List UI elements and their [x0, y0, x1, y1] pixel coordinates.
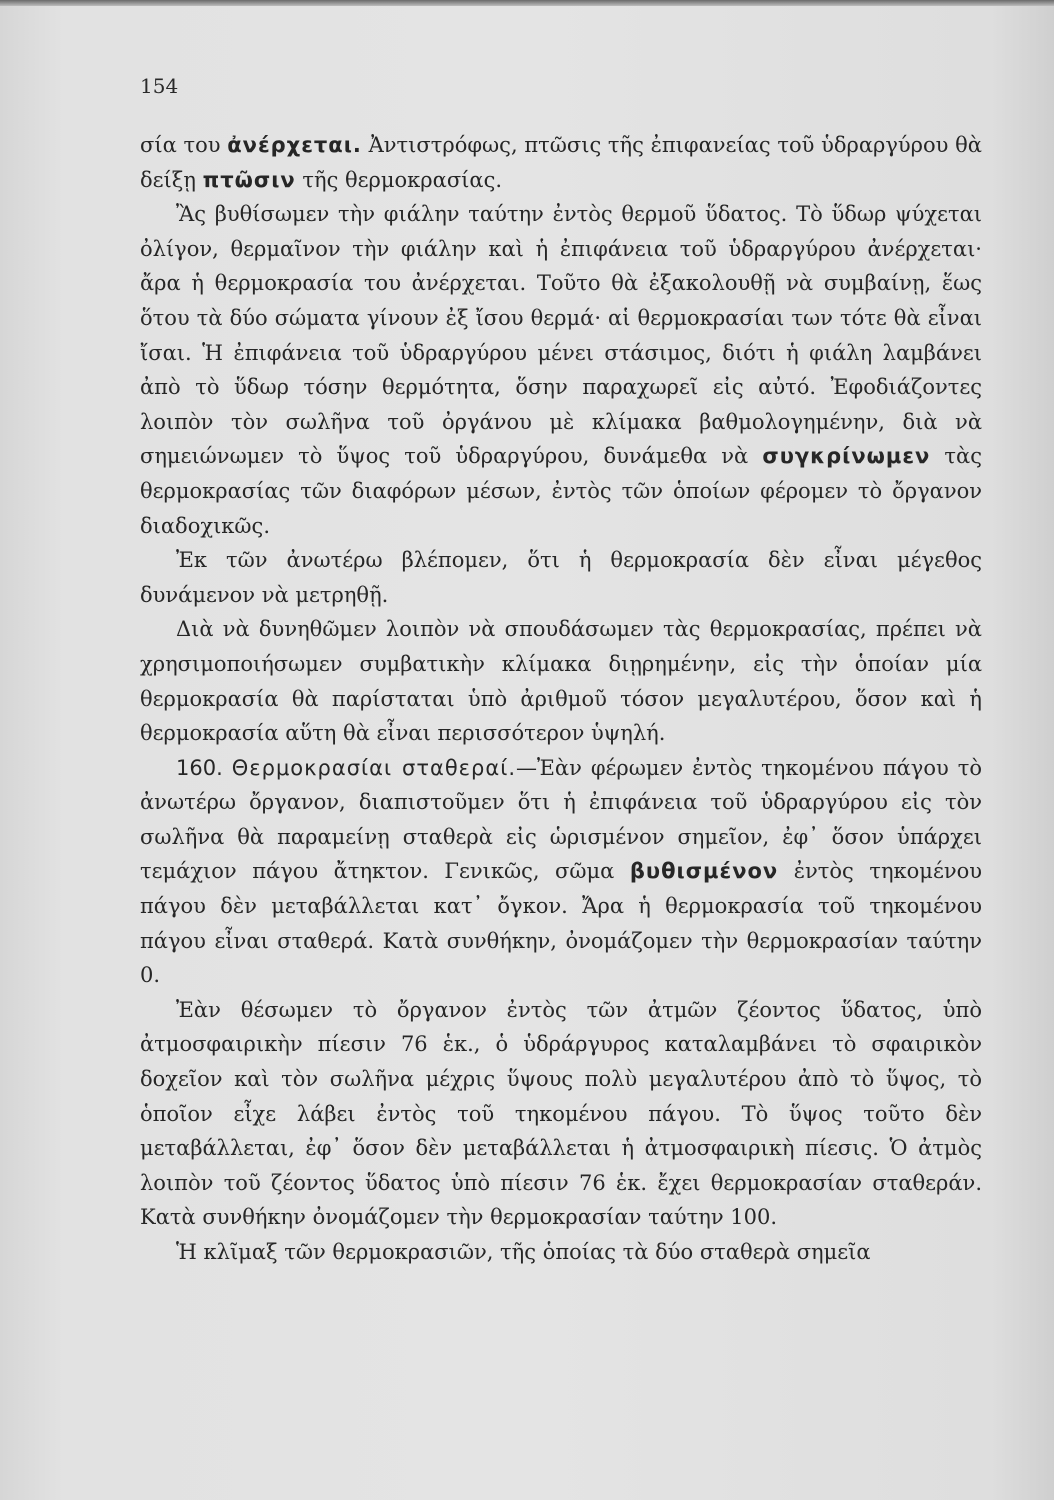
page-top-edge — [0, 0, 1054, 6]
text-segment: Ἡ κλῖμαξ τῶν θερμοκρασιῶν, τῆς ὁποίας τὰ δύο σταθερὰ σημεῖα — [176, 1240, 871, 1264]
text-segment: Ἀντιστρόφως, πτῶσις τῆς ἐπιφανείας τοῦ ὑδραργύρου θὰ δείξῃ — [140, 133, 982, 192]
section-title: Θερμοκρασίαι σταθεραί. — [231, 755, 516, 780]
text-segment: Ἂς βυθίσωμεν τὴν φιάλην ταύτην ἐντὸς θερμοῦ ὕδατος. Τὸ ὕδωρ ψύχεται ὀλίγον, θερμαῖνον τὴν φιάλην καὶ ἡ ἐπιφάνεια τοῦ ὑδραργύρου ἀνέρχεται· ἄρα ἡ θερμοκρασία του ἀνέρχεται. Τοῦτο θὰ ἐξακολουθῇ νὰ συμβαίνῃ, ἕως ὅτου τὰ δύο σώματα γίνουν ἐξ ἴσου θερμά· αἱ θερμοκρασίαι των τότε θὰ εἶναι ἴσαι. Ἡ ἐπιφάνεια τοῦ ὑδραργύρου μένει στάσιμος, διότι ἡ φιάλη λαμβάνει ἀπὸ τὸ ὕδωρ τόσην θερμότητα, ὅσην παραχωρεῖ εἰς αὐτό. Ἐφοδιάζοντες λοιπὸν τὸν σωλῆνα τοῦ ὀργάνου μὲ κλίμακα βαθμολογημένην, διὰ νὰ σημειώνωμεν τὸ ὕψος τοῦ ὑδραργύρου, δυνάμεθα νὰ — [140, 202, 982, 469]
emphasized-term: βυθισμένον — [629, 859, 779, 884]
emphasized-term: ἀνέρχεται. — [227, 133, 362, 157]
section-number: 160. — [176, 755, 232, 780]
text-segment: ἐντὸς τηκομένου πάγου δὲν μεταβάλλεται κατ᾽ ὄγκον. Ἄρα ἡ θερμοκρασία τοῦ τηκομένου πάγου εἶναι σταθερά. Κατὰ συνθήκην, ὀνομάζομεν τὴν θερμοκρασίαν ταύτην 0. — [140, 859, 982, 988]
paragraph-p3 — [140, 543, 982, 612]
text-segment: Ἐὰν θέσωμεν τὸ ὄργανον ἐντὸς τῶν ἀτμῶν ζέοντος ὕδατος, ὑπὸ ἀτμοσφαιρικὴν πίεσιν 76 ἑκ., ὁ ὑδράργυρος καταλαμβάνει τὸ σφαιρικὸν δοχεῖον καὶ τὸν σωλῆνα μέχρις ὕψους πολὺ μεγαλυτέρου ἀπὸ τὸ ὕψος, τὸ ὁποῖον εἶχε λάβει ἐντὸς τοῦ τηκομένου πάγου. Τὸ ὕψος τοῦτο δὲν μεταβάλλεται, ἐφ᾽ ὅσον δὲν μεταβάλλεται ἡ ἀτμοσφαιρικὴ πίεσις. Ὁ ἀτμὸς λοιπὸν τοῦ ζέοντος ὕδατος ὑπὸ πίεσιν 76 ἑκ. ἔχει θερμοκρασίαν σταθεράν. Κατὰ συνθήκην ὀνομάζομεν τὴν θερμοκρασίαν ταύτην 100. — [140, 997, 982, 1230]
emphasized-term: πτῶσιν — [202, 167, 296, 192]
paragraph-p1 — [140, 128, 982, 197]
paragraph-p5 — [140, 751, 982, 993]
text-segment: Ἐκ τῶν ἀνωτέρω βλέπομεν, ὅτι ἡ θερμοκρασία δὲν εἶναι μέγεθος δυνάμενον νὰ μετρηθῇ. — [140, 548, 982, 607]
text-segment: σία του — [140, 133, 228, 157]
text-segment: τὰς θερμοκρασίας τῶν διαφόρων μέσων, ἐντὸς τῶν ὁποίων φέρομεν τὸ ὄργανον διαδοχικῶς. — [140, 444, 982, 538]
body-text — [140, 128, 982, 1270]
paragraph-p4 — [140, 612, 982, 750]
paragraph-p6 — [140, 993, 982, 1235]
paragraph-p7 — [140, 1235, 982, 1270]
text-segment: Διὰ νὰ δυνηθῶμεν λοιπὸν νὰ σπουδάσωμεν τὰς θερμοκρασίας, πρέπει νὰ χρησιμοποιήσωμεν συμβατικὴν κλίμακα διῃρημένην, εἰς τὴν ὁποίαν μία θερμοκρασία θὰ παρίσταται ὑπὸ ἀριθμοῦ τόσον μεγαλυτέρου, ὅσον καὶ ἡ θερμοκρασία αὕτη θὰ εἶναι περισσότερον ὑψηλή. — [140, 617, 982, 746]
emphasized-term: συγκρίνωμεν — [762, 444, 931, 469]
paragraph-p2 — [140, 197, 982, 543]
page-number: 154 — [140, 74, 179, 98]
text-segment: —Ἐὰν φέρωμεν ἐντὸς τηκομένου πάγου τὸ ἀνωτέρω ὄργανον, διαπιστοῦμεν ὅτι ἡ ἐπιφάνεια τοῦ ὑδραργύρου εἰς τὸν σωλῆνα θὰ παραμείνῃ σταθερὰ εἰς ὡρισμένον σημεῖον, ἐφ᾽ ὅσον ὑπάρχει τεμάχιον πάγου ἄτηκτον. Γενικῶς, σῶμα — [140, 755, 982, 884]
text-segment: τῆς θερμοκρασίας. — [295, 167, 503, 192]
